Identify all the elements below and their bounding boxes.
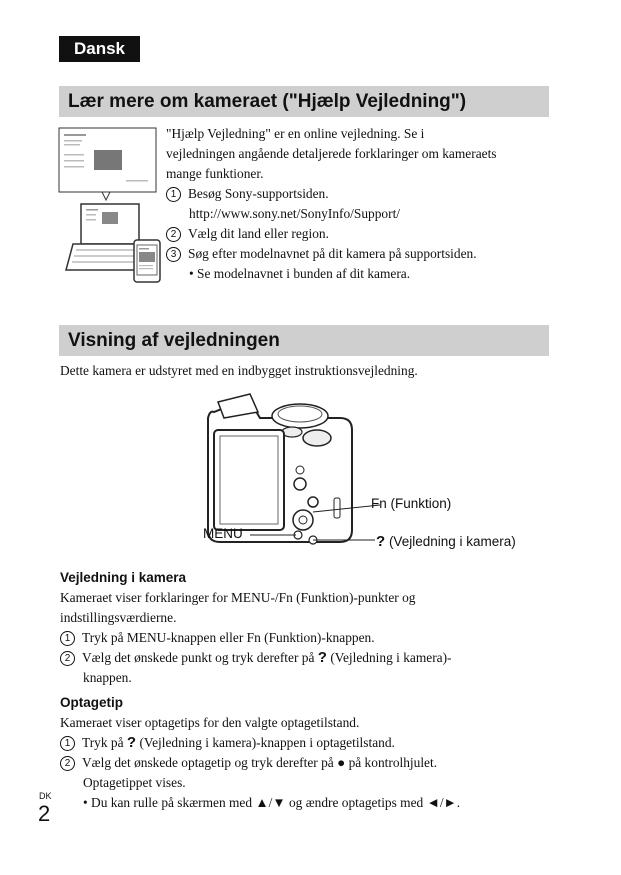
step-number: 2	[166, 227, 181, 242]
step-text: Vælg det ønskede punkt og tryk derefter på	[82, 650, 315, 665]
step-1	[60, 628, 452, 648]
step-1	[60, 733, 460, 753]
help-question-icon: ?	[376, 533, 386, 550]
note-text: • Se modelnavnet i bunden af dit kamera.	[189, 266, 411, 281]
intro-line: mange funktioner.	[166, 166, 264, 181]
camera-intro: Dette kamera er udstyret med en indbygget instruktionsvejledning.	[60, 363, 418, 378]
step-text: Tryk på MENU-knappen eller Fn (Funktion)-knappen.	[82, 630, 375, 645]
in-camera-guide-body	[60, 588, 452, 688]
model-name-note	[166, 264, 497, 284]
language-code: DK	[39, 791, 52, 801]
step-number: 2	[60, 651, 75, 666]
step-text: Vælg dit land eller region.	[188, 226, 329, 241]
language-tab: Dansk	[59, 36, 140, 62]
step-2	[60, 753, 460, 773]
menu-label: MENU	[203, 526, 243, 541]
section-heading-learn-more: Lær mere om kameraet ("Hjælp Vejledning")	[59, 86, 549, 117]
support-url-text[interactable]: http://www.sony.net/SonyInfo/Support/	[189, 206, 401, 221]
scroll-note: • Du kan rulle på skærmen med ▲/▼ og ændre optagetips med ◄/►.	[83, 795, 461, 810]
laptop-phone-illustration	[56, 126, 166, 291]
step-text-cont: knappen.	[83, 670, 132, 685]
fn-label: Fn (Funktion)	[371, 496, 452, 511]
step-text: på kontrolhjulet.	[348, 755, 438, 770]
step-text: Tryk på	[82, 735, 124, 750]
step-number: 1	[60, 736, 75, 751]
step-1	[166, 184, 497, 204]
help-question-icon: ?	[126, 734, 137, 751]
help-button-label	[376, 533, 516, 550]
shooting-tips-body	[60, 713, 460, 813]
help-label-text: (Vejledning i kamera)	[388, 534, 516, 549]
section-heading-viewing-guide: Visning af vejledningen	[59, 325, 549, 356]
body-line: Kameraet viser forklaringer for MENU-/Fn (Funktion)-punkter og	[60, 590, 416, 605]
body-line: indstillingsværdierne.	[60, 610, 177, 625]
support-url[interactable]	[166, 204, 497, 224]
step-text: Søg efter modelnavnet på dit kamera på supportsiden.	[188, 246, 477, 261]
center-button-icon: ●	[337, 755, 346, 770]
help-guide-intro	[166, 124, 497, 284]
step-text: Besøg Sony-supportsiden.	[188, 186, 329, 201]
help-question-icon: ?	[317, 649, 327, 666]
step-number: 2	[60, 756, 75, 771]
callout-lines	[240, 500, 380, 550]
step-text-cont: Optagetippet vises.	[83, 775, 186, 790]
step-2	[60, 648, 452, 668]
step-text: Vælg det ønskede optagetip og tryk derefter på	[82, 755, 334, 770]
intro-line: vejledningen angående detaljerede forklaringer om kameraets	[166, 146, 497, 161]
step-number: 3	[166, 247, 181, 262]
step-text: (Vejledning i kamera)-knappen i optagetilstand.	[139, 735, 395, 750]
step-2	[166, 224, 497, 244]
in-camera-guide-heading: Vejledning i kamera	[60, 570, 187, 585]
step-text: (Vejledning i kamera)-	[330, 650, 452, 665]
step-number: 1	[60, 631, 75, 646]
intro-line: "Hjælp Vejledning" er en online vejledning. Se i	[166, 126, 425, 141]
step-number: 1	[166, 187, 181, 202]
shooting-tips-heading: Optagetip	[60, 695, 123, 710]
page-number: 2	[38, 801, 51, 826]
body-line: Kameraet viser optagetips for den valgte optagetilstand.	[60, 715, 360, 730]
step-3	[166, 244, 497, 264]
